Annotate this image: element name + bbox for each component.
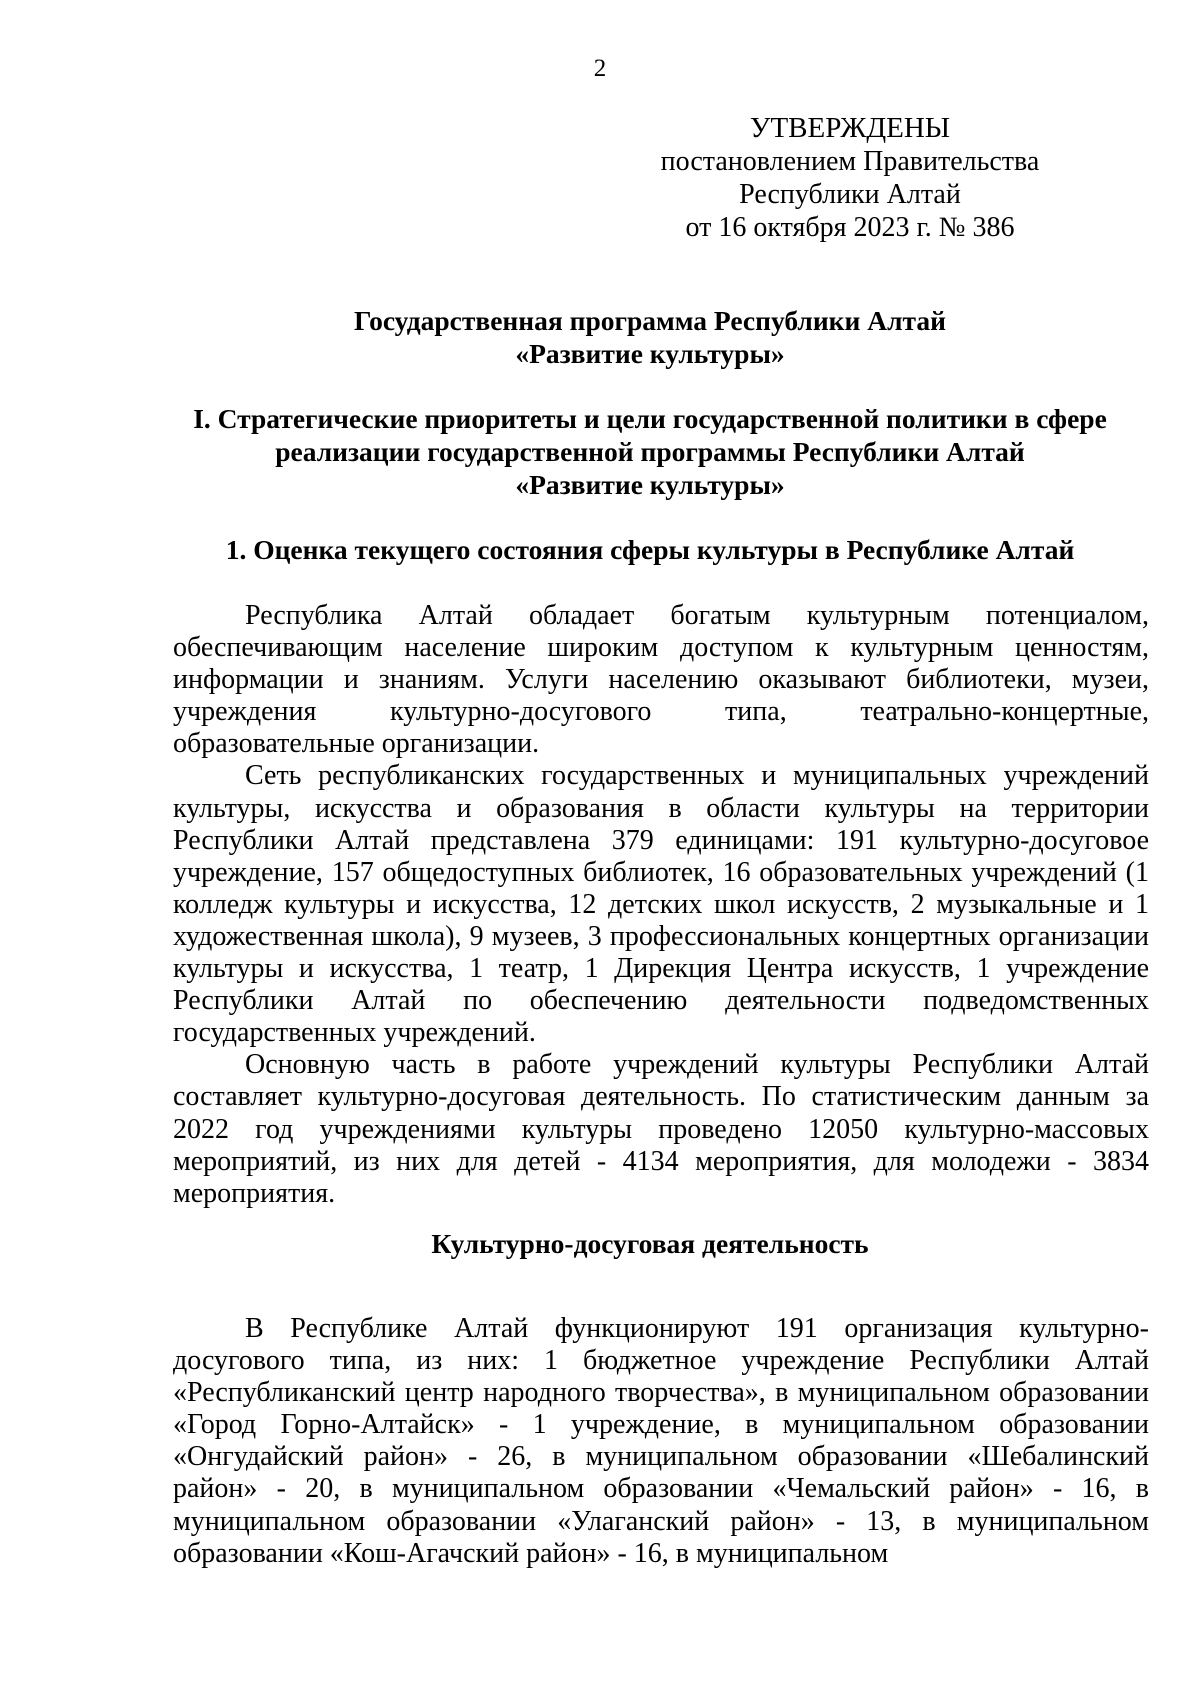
approval-line-2: Республики Алтай — [739, 179, 961, 210]
approval-title: УТВЕРЖДЕНЫ — [749, 112, 951, 144]
body-text-block-2 — [173, 1313, 1149, 1570]
cultural-paragraph: В Республике Алтай функционируют 191 организация культурно-досугового типа, из них: 1 бюджетное учреждение Республики Алтай «Республиканский центр народного творчества», в муниципальном образовании «Город Горно-Алтайск» - 1 учреждение, в муниципальном образовании «Онгудайский район» - 26, в муниципальном образовании «Шебалинский район» - 20, в муниципальном образовании «Чемальский район» - 16, в муниципальном образовании «Улаганский район» - 13, в муниципальном образовании «Кош-Агачский район» - 16, в муниципальном — [173, 1313, 1149, 1569]
section-1-title-line-3: «Развитие культуры» — [515, 469, 785, 500]
approval-line-1: постановлением Правительства — [660, 146, 1040, 177]
section-1-title — [170, 402, 1130, 501]
paragraph-3: Основную часть в работе учреждений культуры Республики Алтай составляет культурно-досуговая деятельность. По статистическим данным за 2022 год учреждениями культуры проведено 12050 культурно-массовых мероприятий, из них для детей - 4134 мероприятия, для молодежи - 3834 мероприятия. — [173, 1049, 1149, 1209]
subsection-1-title: 1. Оценка текущего состояния сферы культуры в Республике Алтай — [225, 534, 1075, 565]
program-title-line-2: «Развитие культуры» — [515, 338, 785, 369]
cultural-section-title: Культурно-досуговая деятельность — [431, 1228, 869, 1259]
paragraph-1: Республика Алтай обладает богатым культурным потенциалом, обеспечивающим население широким доступом к культурным ценностям, информации и знаниям. Услуги населению оказывают библиотеки, музеи, учреждения культурно-досугового типа, театрально-концертные, образовательные организации. — [173, 600, 1149, 760]
program-title-line-1: Государственная программа Республики Алтай — [354, 305, 946, 336]
approval-line-3: от 16 октября 2023 г. № 386 — [685, 212, 1015, 243]
approval-stamp-block — [640, 112, 1060, 244]
page-number: 2 — [593, 55, 607, 82]
section-1-title-line-2: реализации государственной программы Республики Алтай — [275, 436, 1025, 467]
body-text-block-1 — [173, 600, 1149, 1210]
program-title — [170, 304, 1130, 370]
section-1-title-line-1: I. Стратегические приоритеты и цели государственной политики в сфере — [193, 403, 1107, 434]
paragraph-2: Сеть республиканских государственных и муниципальных учреждений культуры, искусства и образования в области культуры на территории Республики Алтай представлена 379 единицами: 191 культурно-досуговое учреждение, 157 общедоступных библиотек, 16 образовательных учреждений (1 колледж культуры и искусства, 12 детских школ искусств, 2 музыкальные и 1 художественная школа), 9 музеев, 3 профессиональных концертных организации культуры и искусства, 1 театр, 1 Дирекция Центра искусств, 1 учреждение Республики Алтай по обеспечению деятельности подведомственных государственных учреждений. — [173, 760, 1149, 1049]
